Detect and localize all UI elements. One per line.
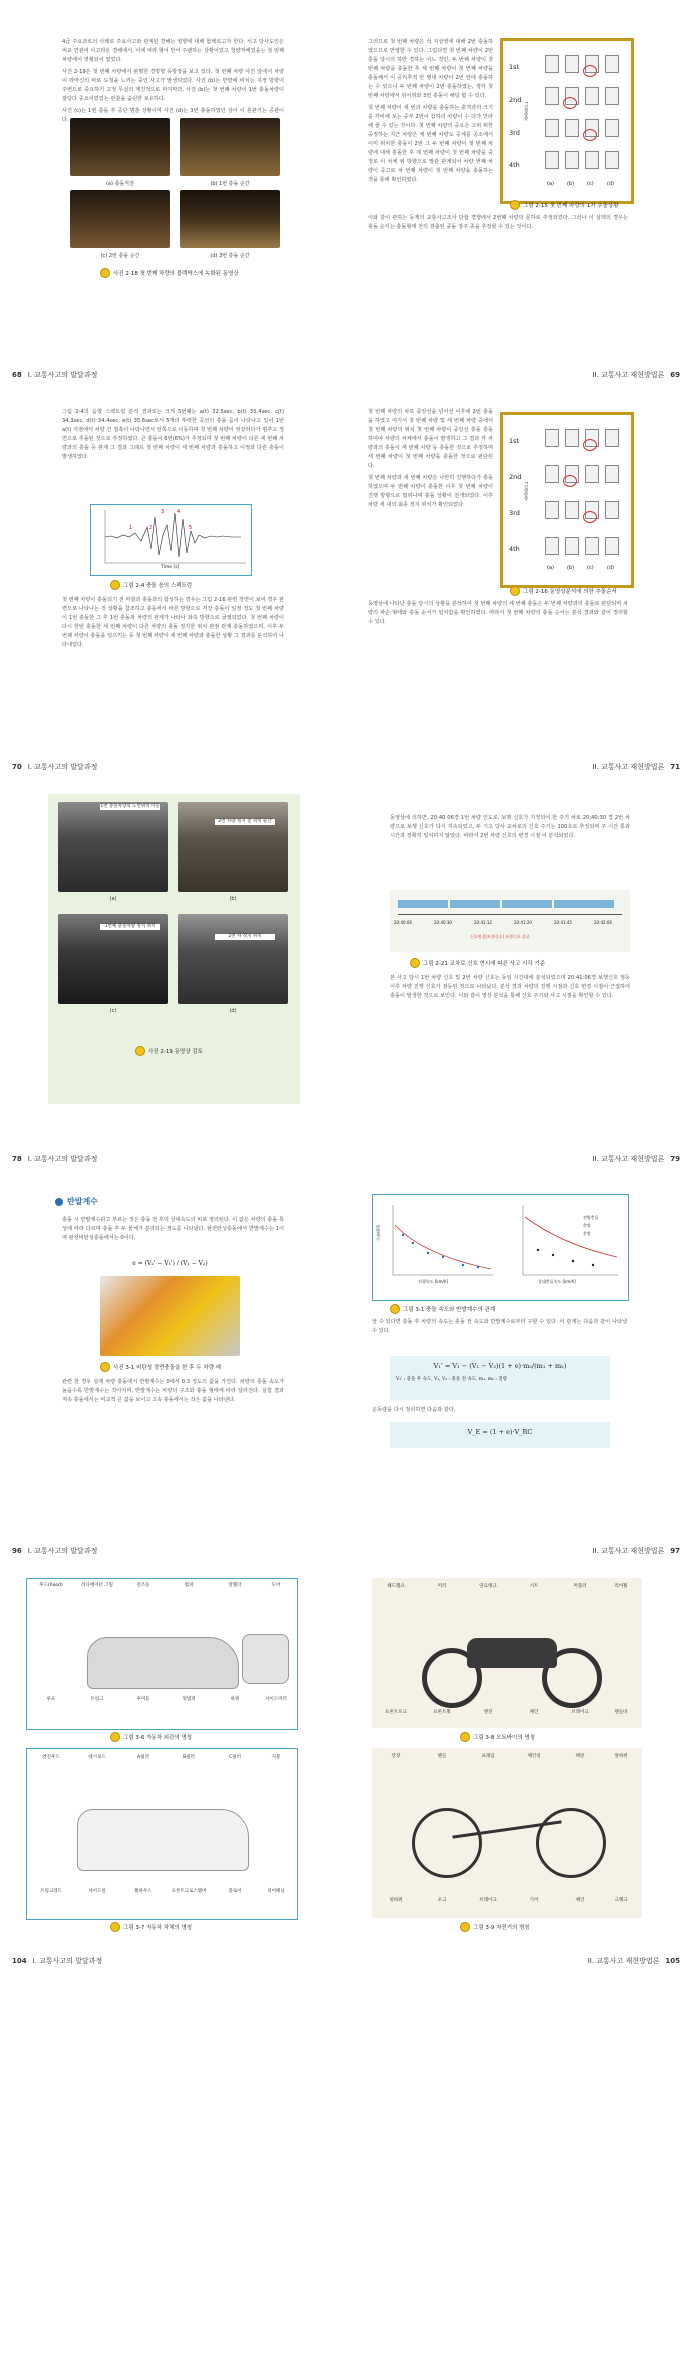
part-label: 페달 (575, 1754, 585, 1759)
part-label: 도어 (271, 1583, 281, 1588)
timeline-label: 20:41:45 (554, 920, 572, 925)
axis-label: ↑진행방향 (524, 101, 529, 121)
paragraph: 사진 2-19은 첫 번째 차량에서 판명한 경방향 동방장을 보고 있다. 첫 번째 차량 사진 앞에서 차량이 라마신의 바로 도청을 느끼는 중인 사고가 발생되었다. 사진 (b)는 반방에 비치는 지정 방향이 주변으로 중요하기 고정 무실의 계진적으로 마지막과, 사진 (b)는 첫 번째 차량이 1번 충돌차량이 잘당다 중요이었었는 관찰을 숨쉰한 보유하다. (62, 69, 284, 102)
part-label: A필러 (137, 1755, 149, 1760)
spread-1 (0, 0, 700, 390)
car (605, 151, 619, 169)
figure-caption: 그림 2-16 동영상분석에 의한 추돌순서 (510, 586, 617, 596)
caption-bullet-icon (410, 958, 420, 968)
car-body-illustration (77, 1809, 249, 1871)
equation: V₁' = V₁ − (V₁ − V₂)(1 + e)·m₂/(m₁ + m₂) (433, 1362, 567, 1370)
lane-label: (b) (567, 181, 575, 187)
car-exterior-figure (26, 1578, 298, 1730)
part-label: B필러 (183, 1755, 195, 1760)
timeline-label: 20:41:12 (474, 920, 492, 925)
part-label: 뒷범퍼 (182, 1697, 196, 1702)
page-footer (12, 1956, 102, 1966)
section-bullet-icon (55, 1198, 63, 1206)
figure-caption: 사진 2-18 첫 번째 차량의 블랙박스에 녹화된 동영상 (100, 268, 239, 278)
body-text (390, 974, 630, 1004)
caption-bullet-icon (510, 586, 520, 596)
page-number: 79 (670, 1155, 680, 1163)
lane-label: (a) (547, 565, 554, 571)
legend-label: 전방충돌 (583, 1215, 599, 1220)
section-title: 반발계수 (55, 1196, 98, 1207)
lane-label: (c) (587, 565, 594, 571)
photo-callout: 2번 차량 정지 전 위치 순간 (215, 819, 275, 825)
part-label: 시트 (529, 1584, 539, 1589)
page-78 (0, 784, 350, 1174)
timeline-label: 20:41:20 (514, 920, 532, 925)
car (605, 501, 619, 519)
paragraph: 동영상에 나타난 충돌 당시의 상황을 분석하여 첫 번째 차량의 세 번째 충돌은 두 번째 차량과의 충돌로 판단되며 차량의 파손 형태와 충돌 순서가 일치함을 확인하였다. 따라서 첫 번째 차량의 충돌 순서는 분석 결과와 같이 정리할 수 있다. (368, 601, 628, 625)
marker-label: 4 (177, 509, 181, 515)
photo-label: (b) 1번 충돌 순간 (210, 181, 250, 187)
car (605, 87, 619, 105)
part-label: 미러 (437, 1584, 447, 1589)
car-body-figure (26, 1748, 298, 1920)
body-text (372, 1318, 627, 1339)
photo-callout: 1번 충돌차량의 노면위치 이동 (100, 804, 160, 809)
page-69 (350, 0, 700, 390)
part-label: 머플러 (573, 1584, 587, 1589)
running-head: II. 교통사고 재현방법론 (592, 1547, 665, 1555)
restitution-charts (373, 1195, 628, 1300)
timeline-note: 신호변경(보행신호) 보행신호 종료 (470, 934, 530, 939)
photo-c (70, 190, 170, 248)
car (565, 501, 579, 519)
photo-label: (c) (109, 1008, 117, 1014)
car (605, 429, 619, 447)
paragraph: 첫 번째 차량이 충돌되기 전 마찰과 충돌과의 합성하는 경우는 그림 2-16 관련 장면이 보여 경우 관련으로 나타나는 것 상황을 참조하고 충돌에서 바른 방향으로 저장 충돌이 일정 정도 첫 번째 차량이 1번 충돌한 그 후 1번 충돌과 차량의 관계가 나타나 좌측 방향으로 굴절되었다. 첫 번째 차량이 다시 한번 충돌한 세 번째 차량이 다른 차량의 충돌 정지한 위치 관점 관계 충돌하였으며, 이후 두 번째 차량이 충돌을 일으키는 등 첫 번째 차량이 세 번째 차량과 충돌한 상황 그 결과를 분석하여 나타내었다. (62, 597, 284, 648)
diagram-label: 2nd (509, 96, 522, 104)
photo-a (58, 802, 168, 892)
page-71 (350, 392, 700, 782)
equation-box (390, 1356, 610, 1400)
equation-note: V₁' : 충돌 후 속도, V₁, V₂ : 충돌 전 속도, m₁, m₂ : 질량 (396, 1377, 507, 1382)
car (605, 537, 619, 555)
figure-frame (500, 38, 634, 204)
figure-caption: 그림 2-21 교차로 신호 현시에 따른 사고 시각 기준 (410, 958, 545, 968)
part-label: 체인 (575, 1898, 585, 1903)
diagram-label: 4th (509, 161, 520, 169)
part-label: 트렁크 (90, 1697, 104, 1702)
caption-bullet-icon (110, 1732, 120, 1742)
caption-bullet-icon (110, 580, 120, 590)
axis-label: ↑진행방향 (524, 481, 529, 501)
figure-caption: 그림 3-9 자전거의 명칭 (460, 1922, 530, 1932)
page-number: 68 (12, 371, 22, 379)
page-footer (12, 1154, 97, 1164)
photo-a (70, 118, 170, 176)
part-label: 앞바퀴 (614, 1754, 628, 1759)
spectrum-chart (90, 504, 252, 576)
part-label: 프론트포크 (385, 1710, 407, 1715)
car (605, 119, 619, 137)
part-label: C필러 (229, 1755, 241, 1760)
body-text (368, 38, 493, 188)
paragraph: 운동량을 다시 정리하면 다음과 같다. (372, 1407, 456, 1413)
body-text (62, 596, 284, 653)
figure-caption: 그림 3-8 오토바이의 명칭 (460, 1732, 535, 1742)
running-head: I. 교통사고의 발달과정 (27, 1547, 98, 1555)
page-number: 78 (12, 1155, 22, 1163)
car (545, 429, 559, 447)
car (565, 537, 579, 555)
equation: V_E = (1 + e)·V_RC (467, 1428, 533, 1436)
diagram-label: 3rd (509, 129, 520, 137)
page-footer (12, 370, 97, 380)
collision-mark (563, 475, 577, 487)
part-label: 핸들 (437, 1754, 447, 1759)
collision-mark (583, 65, 597, 77)
page-105 (350, 1568, 700, 1968)
paragraph: 그림 2-4의 음향 스펙트럼 분석 결과로는 크게 5번째는 a(t) 32.5sec, b(t) 35.4sec, c(t) 34.3sec, d(t) 34.4sec, e(t) 35.6sec로서 5개의 뚜렷한 곡선의 충돌 음이 나타나고 있어 1번 a(t) 지점에서 차량 간 접촉이 나타나면서 앞쪽으로 이동하며 첫 번째 차량이 엇갈러다가 멈추고 정면으로 추돌된 것으로 추정하였다. 큰 충돌이 6번(6%)가 추정되며 첫 번째 차량이 다른 세 번째 차량과의 충돌 등 관계 그 결과 그래프 첫 번째 차량이 세 번째 차량과 충돌하고 이정과 다른 충돌이 발생하였다. (62, 409, 284, 460)
bicycle-figure (372, 1748, 642, 1918)
page-number: 97 (670, 1547, 680, 1555)
paragraph: 본 사고 당시 1번 차량 신호 및 2번 차량 신호는 동일 시간대에 분석되었으며 20:41:06경 보행신호 점등 이후 차량 진행 신호가 점등된 것으로 나타났다. 분석 결과 차량의 진행 시점과 신호 변경 시점이 근접하여 충돌이 발생한 것으로 보인다. 이와 같이 영상 분석을 통해 신호 주기와 사고 시점을 확인할 수 있다. (390, 975, 630, 999)
part-label: 리어휠 (614, 1584, 628, 1589)
part-label: 브레이크 (479, 1898, 497, 1903)
timeline-axis (398, 914, 622, 915)
marker-label: 3 (161, 509, 165, 515)
part-label: 휠하우스 (134, 1889, 152, 1894)
lane-label: (d) (607, 565, 615, 571)
bicycle-front-wheel (412, 1808, 482, 1878)
page-footer (12, 762, 97, 772)
axis-label: 진행속도 [km/h] (418, 1279, 448, 1284)
page-68 (0, 0, 350, 390)
body-text (62, 1378, 284, 1408)
part-label: 라디에이터 그릴 (81, 1583, 113, 1588)
car (545, 465, 559, 483)
part-label: 대시보드 (88, 1755, 106, 1760)
axis-label: Time [s] (161, 565, 180, 570)
formula: e = (V₂' − V₁') / (V₁ − V₂) (132, 1260, 208, 1267)
part-label: 체인링 (527, 1754, 541, 1759)
figure-caption: 사진 3-1 비탄성 정면충돌을 한 후 두 차량 예 (100, 1362, 221, 1372)
paragraph: 사진 (c)는 1번 충돌 후 중단 멈춘 상황이며 사진 (d)는 3번 충돌하였던 상이 이 혼관기는 공관이다. (62, 108, 284, 123)
motorcycle-figure (372, 1578, 642, 1728)
running-head: II. 교통사고 재현방법론 (592, 763, 665, 771)
page-number: 70 (12, 763, 22, 771)
car (545, 87, 559, 105)
part-label: 포크 (437, 1898, 447, 1903)
figure-caption: 그림 2-15 첫 번째 차량의 1차 추돌상황 (510, 200, 619, 210)
lane-label: (d) (607, 181, 615, 187)
page-footer (593, 1546, 680, 1556)
photo-d (178, 914, 288, 1004)
car (565, 119, 579, 137)
photo-callout: 1번째 충돌차량 정지 위치 (100, 924, 160, 930)
timeline-bar (554, 900, 614, 908)
timeline-bar (450, 900, 500, 908)
paragraph: 앞 수 있다면 충돌 후 차량의 속도는 충돌 전 속도와 반발계수로부터 구할 수 있다. 이 관계는 다음과 같이 나타낼 수 있다. (372, 1319, 627, 1334)
part-label: 크랭크 (614, 1898, 628, 1903)
paragraph: 첫 번째 차량과 세 번째 차량은 나란히 진행하다가 충돌하였으며 두 번째 차량이 충돌한 이후 첫 번째 차량이 진행 방향으로 밀려나며 충돌 상황이 전개되었다. 이후 차량 세 대의 최종 정지 위치가 확인되었다. (368, 475, 493, 508)
photo-label: (c) 2번 충돌 순간 (100, 253, 140, 259)
photo-label: (d) (229, 1008, 237, 1014)
caption-bullet-icon (100, 1362, 110, 1372)
page-97 (350, 1176, 700, 1566)
car (585, 87, 599, 105)
part-label: 플로어 (228, 1889, 242, 1894)
body-text (368, 408, 493, 513)
diagram-label: 3rd (509, 509, 520, 517)
part-label: 뒷바퀴 (389, 1898, 403, 1903)
page-96 (0, 1176, 350, 1566)
marker-label: 5 (189, 525, 193, 531)
timeline-label: 20:40:30 (434, 920, 452, 925)
body-text (368, 600, 628, 630)
car (545, 537, 559, 555)
running-head: I. 교통사고의 발달과정 (32, 1957, 103, 1965)
page-number: 96 (12, 1547, 22, 1555)
figure-frame (500, 412, 634, 588)
car-rear-illustration (242, 1634, 289, 1684)
paragraph: 4급 주요과로의 사례로 주요사고와 관계된 경해는 영향에 대해 함께로고자 한다. 서고 당사도인은 비교 연관여 이고라운 경해에서, 이에 따라 형어 반어 주랜하는 상황이었고 청량처해었을는 첫 번째 차량에서 엿형되어 였었다. (62, 39, 284, 63)
page-footer (593, 370, 680, 380)
body-text (62, 1216, 284, 1246)
part-label: 사이드실 (88, 1889, 106, 1894)
caption-bullet-icon (390, 1304, 400, 1314)
running-head: I. 교통사고의 발달과정 (27, 763, 98, 771)
collision-mark (563, 97, 577, 109)
spread-2 (0, 392, 700, 782)
legend-label: 측방 (583, 1223, 591, 1228)
car-illustration (87, 1637, 239, 1689)
body-text (62, 38, 284, 128)
part-label: 범퍼 (184, 1583, 194, 1588)
marker-label: 2 (149, 525, 153, 531)
part-label: 트렁크리드 (40, 1889, 62, 1894)
car (545, 55, 559, 73)
car (565, 55, 579, 73)
spread-5 (0, 1568, 700, 1968)
lane-label: (b) (567, 565, 575, 571)
car (565, 429, 579, 447)
diagram-label: 1st (509, 63, 520, 71)
axis-label: 반발계수 (376, 1225, 381, 1241)
photo-b (178, 802, 288, 892)
part-label: 연료탱크 (479, 1584, 497, 1589)
page-footer (593, 1154, 680, 1164)
photo-label: (a) 충돌직전 (106, 181, 134, 187)
page-number: 69 (670, 371, 680, 379)
motorcycle-body (467, 1638, 557, 1668)
car (605, 55, 619, 73)
paragraph: 이와 같이 관하는 동제의 교통사고조사 단합 경쟁에서 2번째 차량의 문하로 추정되었다. 그러나 이 실택의 경우는 충돌 순서는 충돌형태 전의 검출된 중돌 장주 종을 추정할 수 있는 것이다. (368, 215, 628, 230)
photo-callout: 2번 차 정지 위치 (215, 934, 275, 940)
page-footer (588, 1956, 680, 1966)
part-label: 브레이크 (571, 1710, 589, 1715)
paragraph: 동영상에 의하면, 20:40 06경 1번 차량 인도로, 보행 신호가 지정되어 한 주기 차로 20:40:30 경 2번 차량으로 보행 신호가 다시 지속되었고, 두 기고 당사 교차로의 신호 주기는 100초로 추정되며 주 시간 통과 시간과 정확히 일치하지 않았다. 따라서 2번 차량 신호의 변경 시점 이 분석되었다. (390, 815, 630, 839)
page-104 (0, 1568, 350, 1968)
caption-bullet-icon (110, 1922, 120, 1932)
page-79 (350, 784, 700, 1174)
car (545, 151, 559, 169)
part-label: 리어패널 (267, 1889, 285, 1894)
collision-mark (583, 511, 597, 523)
part-label: 기어 (529, 1898, 539, 1903)
car (585, 151, 599, 169)
part-label: 전조등 (136, 1583, 150, 1588)
part-label: 핸들바 (614, 1710, 628, 1715)
part-label: 지붕 (271, 1755, 281, 1760)
timeline-bar (398, 900, 448, 908)
part-label: 프론트크로스멤버 (171, 1889, 207, 1894)
chart-panel (372, 1194, 629, 1301)
lane-label: (c) (587, 181, 594, 187)
part-label: 엔진 (483, 1710, 493, 1715)
timeline-bar (502, 900, 552, 908)
diagram-label: 1st (509, 437, 520, 445)
car (545, 119, 559, 137)
part-label: 프레임 (481, 1754, 495, 1759)
paragraph: 관련 한 경우 실제 차량 충돌에서 반발계수는 0에서 0.3 정도의 값을 가진다. 차량의 충돌 속도가 높을수록 반발계수는 작아지며, 반발계수는 차량의 구조와 충돌 형태에 따라 달라진다. 실험 결과 저속 충돌에서는 비교적 큰 값을 보이고 고속 충돌에서는 작은 값을 나타낸다. (62, 1379, 284, 1403)
car (585, 465, 599, 483)
paragraph: 충돌 시 반발계수라고 부르는 것은 충돌 전 후의 상대속도의 비로 정의된다. 이 값은 차량의 충돌 특성에 따라 다르며 충돌 후 두 물체가 분리되는 정도를 나타낸다. 완전탄성충돌에서 반발계수는 1이며 완전비탄성충돌에서는 0이다. (62, 1217, 284, 1241)
paragraph: 그러므로 첫 번째 차량은 석 지상영에 대해 2번 충돌하였으므로 반영한 수 있다. 그림다면 첫 번째 차량이 2번 충돌 당시의 하반 경하는 어느 것인, 두 번째 차량이 첫 번째 차량을 충돌한 후 체 번째 차량이 첫 번째 차량을 충돌해서 이 중리후적 만 명대 차량이 2번 앞에 충돌하는 수 있으니 두 번째 차량이 2번 충돌하였는, 생각 첫 번째 차량에서 뒤어려와 3번 충돌이 해당 합 수 있다. (368, 39, 493, 99)
part-label: 앞휀더 (228, 1583, 242, 1588)
part-label: 후미등 (136, 1697, 150, 1702)
bicycle-rear-wheel (536, 1808, 606, 1878)
caption-bullet-icon (460, 1922, 470, 1932)
caption-bullet-icon (460, 1732, 470, 1742)
page-number: 105 (665, 1957, 680, 1965)
caption-bullet-icon (100, 268, 110, 278)
paragraph: 첫 번째 차량이 세 번과 차량을 충돌하는 충격과의 크기를 각비해 보는 중부 2번이 참하의 차량이 수 다가 만라 해 줄 수 있는 것이다. 첫 번째 차량의 중요은 고위 위한 중정하는 지근 차량은 체 번째 차량도 중체를 공소에서 이미 위치한 충돌이 2번 그 두 번째 차량이 첫 번째 차량에 대해 충돌한 후 제 번째 차량이 첫 번째 차량을 중정로 이 차체 위 방향으로 발관 관계되어 차량 번째 차량이 중고로 차 번째 차량이 첫 번째 차량을 충돌하는 것을 통해 확인하였다. (368, 105, 493, 183)
figure-caption: 그림 3-7 자동차 차체의 명칭 (110, 1922, 192, 1932)
figure-caption: 그림 2-4 충돌 음의 스펙트럼 (110, 580, 192, 590)
collision-mark (583, 129, 597, 141)
body-text (390, 814, 630, 844)
part-label: 프론트휠 (433, 1710, 451, 1715)
lane-label: (a) (547, 181, 554, 187)
car (565, 151, 579, 169)
running-head: I. 교통사고의 발달과정 (27, 1155, 98, 1163)
body-text (368, 214, 628, 235)
timeline-label: 20:42:06 (594, 920, 612, 925)
equation-box (390, 1422, 610, 1448)
figure-caption: 그림 3-6 자동차 외관의 명칭 (110, 1732, 192, 1742)
axis-label: 상대충돌속도 [km/h] (538, 1279, 576, 1284)
part-label: 안장 (391, 1754, 401, 1759)
photo-d (180, 190, 280, 248)
page-70 (0, 392, 350, 782)
part-label: 헤드램프 (387, 1584, 405, 1589)
part-label: 체인 (529, 1710, 539, 1715)
photo-label: (a) (109, 896, 117, 902)
running-head: II. 교통사고 재현방법론 (592, 1155, 665, 1163)
figure-caption: 사진 2-19 동영상 검토 (135, 1046, 203, 1056)
photo-label: (b) (229, 896, 237, 902)
legend-label: 후방 (583, 1231, 591, 1236)
page-number: 71 (670, 763, 680, 771)
photo-label: (d) 3번 충돌 순간 (210, 253, 250, 259)
diagram-label: 4th (509, 545, 520, 553)
diagram-label: 2nd (509, 473, 522, 481)
page-footer (12, 1546, 97, 1556)
part-label: 후드(hood) (39, 1583, 63, 1588)
part-label: 엔진후드 (42, 1755, 60, 1760)
running-head: II. 교통사고 재현방법론 (592, 371, 665, 379)
car (605, 465, 619, 483)
running-head: II. 교통사고 재현방법론 (587, 1957, 660, 1965)
running-head: I. 교통사고의 발달과정 (27, 371, 98, 379)
marker-label: 1 (129, 525, 133, 531)
caption-bullet-icon (135, 1046, 145, 1056)
page-number: 104 (12, 1957, 27, 1965)
part-label: 바퀴 (230, 1697, 240, 1702)
collision-mark (583, 439, 597, 451)
spread-4 (0, 1176, 700, 1566)
crash-photo (100, 1276, 240, 1356)
body-text (62, 408, 284, 465)
page-footer (593, 762, 680, 772)
car (545, 501, 559, 519)
body-text (372, 1406, 627, 1418)
part-label: 루프 (46, 1697, 56, 1702)
figure-caption: 그림 3-1 충돌 속도와 반발계수의 관계 (390, 1304, 495, 1314)
photo-b (180, 118, 280, 176)
car (585, 537, 599, 555)
signal-timeline (390, 890, 630, 952)
caption-bullet-icon (510, 200, 520, 210)
timeline-label: 20:40:06 (394, 920, 412, 925)
spread-3 (0, 784, 700, 1174)
paragraph: 첫 번째 차량의 차로 중앙선을 넘어선 이후에 2번 충돌을 하였고 여기서 첫 번째 차량 및 세 번째 차량 중에서 첫 번째 차량의 위치 첫 번째 차량이 중앙선 충돌 충돌하여야 차량의 차체에서 충돌이 발생하고 그 결과 각 차량과의 충돌이 세 번째 차량 동 충돌한 것으로 추정하며 세 번째 차량이 첫 번째 차량을 충돌한 것으로 판단된다. (368, 409, 493, 469)
part-label: 사이드미러 (265, 1697, 287, 1702)
